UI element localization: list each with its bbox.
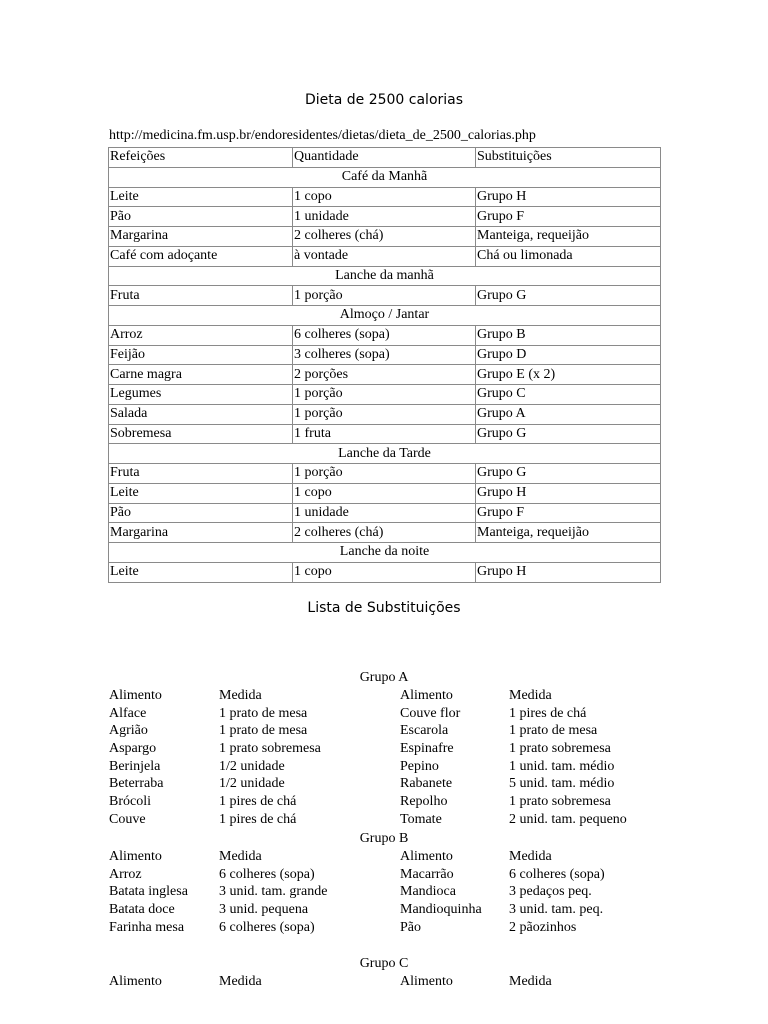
table-cell: 1 porção bbox=[293, 385, 476, 405]
group-title: Grupo C bbox=[359, 956, 409, 971]
section-title: Lanche da Tarde bbox=[109, 444, 661, 464]
group-cell: Batata inglesa bbox=[109, 884, 188, 900]
group-cell: Arroz bbox=[109, 866, 142, 882]
table-row bbox=[109, 286, 661, 306]
table-cell: 1 fruta bbox=[293, 424, 476, 444]
group-row bbox=[109, 848, 669, 866]
group-cell: Mandioquinha bbox=[400, 902, 482, 918]
table-cell: 1 copo bbox=[293, 187, 476, 207]
table-cell: à vontade bbox=[293, 246, 476, 266]
table-cell: Grupo D bbox=[476, 345, 661, 365]
group-cell: Couve bbox=[109, 811, 146, 827]
group-cell: 1 prato de mesa bbox=[219, 723, 308, 739]
table-cell: Chá ou limonada bbox=[476, 246, 661, 266]
group-cell: Alface bbox=[109, 705, 147, 721]
group-cell: Mandioca bbox=[400, 884, 456, 900]
group-cell: 6 colheres (sopa) bbox=[219, 919, 315, 935]
table-cell: 1 unidade bbox=[293, 503, 476, 523]
group-cell: Pepino bbox=[400, 758, 439, 774]
table-cell: 2 colheres (chá) bbox=[293, 523, 476, 543]
group-cell: Espinafre bbox=[400, 741, 454, 757]
table-cell: Grupo G bbox=[476, 286, 661, 306]
table-cell: Pão bbox=[109, 207, 293, 227]
group-cell: Medida bbox=[509, 974, 552, 989]
group-row bbox=[109, 687, 669, 705]
group-title: Grupo B bbox=[359, 831, 409, 846]
section-row bbox=[109, 306, 661, 326]
table-cell: 1 copo bbox=[293, 562, 476, 582]
table-row bbox=[109, 246, 661, 266]
group-a bbox=[109, 669, 669, 829]
group-cell: 1 unid. tam. médio bbox=[509, 758, 615, 774]
group-cell: Escarola bbox=[400, 723, 449, 739]
table-cell: Leite bbox=[109, 483, 293, 503]
table-cell: 1 copo bbox=[293, 483, 476, 503]
group-cell: 1/2 unidade bbox=[219, 758, 285, 774]
group-cell: Alimento bbox=[109, 974, 162, 989]
diet-table bbox=[108, 147, 661, 583]
table-cell: Sobremesa bbox=[109, 424, 293, 444]
group-cell: Alimento bbox=[400, 688, 453, 703]
table-cell: Grupo F bbox=[476, 503, 661, 523]
group-cell: 5 unid. tam. médio bbox=[509, 776, 615, 792]
group-cell: 3 unid. tam. grande bbox=[219, 884, 328, 900]
group-cell: Repolho bbox=[400, 794, 448, 810]
group-cell: 2 pãozinhos bbox=[509, 919, 577, 935]
table-row bbox=[109, 503, 661, 523]
table-cell: 2 colheres (chá) bbox=[293, 227, 476, 247]
group-cell: Pão bbox=[400, 919, 421, 935]
group-cell: Beterraba bbox=[109, 776, 164, 792]
table-cell: Manteiga, requeijão bbox=[476, 523, 661, 543]
group-cell: Rabanete bbox=[400, 776, 453, 792]
table-cell: Pão bbox=[109, 503, 293, 523]
table-row bbox=[109, 365, 661, 385]
group-cell: Tomate bbox=[400, 811, 442, 827]
table-cell: 1 porção bbox=[293, 286, 476, 306]
table-cell: Grupo C bbox=[476, 385, 661, 405]
group-cell: Batata doce bbox=[109, 902, 175, 918]
table-cell: Grupo A bbox=[476, 404, 661, 424]
column-header: Substituições bbox=[476, 148, 661, 168]
table-cell: Arroz bbox=[109, 325, 293, 345]
substitutions-title: Lista de Substituições bbox=[307, 600, 461, 616]
table-cell: 3 colheres (sopa) bbox=[293, 345, 476, 365]
table-cell: 1 unidade bbox=[293, 207, 476, 227]
table-row bbox=[109, 483, 661, 503]
group-cell: Brócoli bbox=[109, 794, 151, 810]
group-cell: 3 unid. pequena bbox=[219, 902, 309, 918]
section-row bbox=[109, 543, 661, 563]
table-cell: Fruta bbox=[109, 464, 293, 484]
table-cell: Grupo F bbox=[476, 207, 661, 227]
table-cell: Fruta bbox=[109, 286, 293, 306]
table-cell: Margarina bbox=[109, 227, 293, 247]
table-row bbox=[109, 385, 661, 405]
table-row bbox=[109, 464, 661, 484]
table-cell: Leite bbox=[109, 187, 293, 207]
table-cell: Grupo H bbox=[476, 483, 661, 503]
group-cell: Medida bbox=[509, 688, 552, 703]
table-row bbox=[109, 325, 661, 345]
group-cell: 1 prato de mesa bbox=[509, 723, 598, 739]
group-cell: Alimento bbox=[109, 849, 162, 864]
section-title: Lanche da noite bbox=[109, 543, 661, 563]
table-row bbox=[109, 345, 661, 365]
table-cell: Margarina bbox=[109, 523, 293, 543]
group-row bbox=[109, 722, 669, 740]
table-cell: Carne magra bbox=[109, 365, 293, 385]
group-row bbox=[109, 883, 669, 901]
table-row bbox=[109, 424, 661, 444]
group-cell: Farinha mesa bbox=[109, 919, 185, 935]
group-cell: 6 colheres (sopa) bbox=[509, 866, 605, 882]
section-title: Almoço / Jantar bbox=[109, 306, 661, 326]
group-cell: Couve flor bbox=[400, 705, 461, 721]
group-cell: 6 colheres (sopa) bbox=[219, 866, 315, 882]
table-cell: Grupo G bbox=[476, 424, 661, 444]
section-row bbox=[109, 266, 661, 286]
group-cell: 1 prato sobremesa bbox=[509, 794, 611, 810]
group-row bbox=[109, 740, 669, 758]
table-cell: 2 porções bbox=[293, 365, 476, 385]
group-row bbox=[109, 705, 669, 723]
group-cell: Medida bbox=[219, 974, 262, 989]
group-c bbox=[109, 955, 669, 991]
group-row bbox=[109, 758, 669, 776]
table-cell: 1 porção bbox=[293, 464, 476, 484]
group-cell: Agrião bbox=[109, 723, 148, 739]
group-cell: 1 prato de mesa bbox=[219, 705, 308, 721]
table-cell: Grupo H bbox=[476, 562, 661, 582]
group-row bbox=[109, 811, 669, 829]
table-row bbox=[109, 207, 661, 227]
table-cell: Café com adoçante bbox=[109, 246, 293, 266]
group-cell: Alimento bbox=[400, 849, 453, 864]
table-row bbox=[109, 404, 661, 424]
group-row bbox=[109, 973, 669, 991]
group-cell: 1 prato sobremesa bbox=[219, 741, 321, 757]
section-title: Café da Manhã bbox=[109, 167, 661, 187]
table-row bbox=[109, 227, 661, 247]
table-header-row bbox=[109, 148, 661, 168]
group-title: Grupo A bbox=[359, 670, 409, 685]
page-title: Dieta de 2500 calorias bbox=[304, 92, 464, 108]
table-cell: Grupo B bbox=[476, 325, 661, 345]
group-cell: 3 unid. tam. peq. bbox=[509, 902, 604, 918]
section-row bbox=[109, 444, 661, 464]
table-cell: Feijão bbox=[109, 345, 293, 365]
group-cell: 3 pedaços peq. bbox=[509, 884, 592, 900]
section-row bbox=[109, 167, 661, 187]
group-row bbox=[109, 775, 669, 793]
source-url: http://medicina.fm.usp.br/endoresidentes/dietas/dieta_de_2500_calorias.php bbox=[109, 128, 536, 143]
group-cell: Berinjela bbox=[109, 758, 161, 774]
group-cell: Medida bbox=[219, 688, 262, 703]
group-cell: Medida bbox=[219, 849, 262, 864]
group-cell: 1 prato sobremesa bbox=[509, 741, 611, 757]
table-cell: Grupo H bbox=[476, 187, 661, 207]
group-cell: Alimento bbox=[109, 688, 162, 703]
column-header: Quantidade bbox=[293, 148, 476, 168]
group-row bbox=[109, 866, 669, 884]
table-cell: Salada bbox=[109, 404, 293, 424]
table-row bbox=[109, 562, 661, 582]
group-cell: 1/2 unidade bbox=[219, 776, 285, 792]
column-header: Refeições bbox=[109, 148, 293, 168]
group-cell: Medida bbox=[509, 849, 552, 864]
group-cell: 1 pires de chá bbox=[219, 794, 297, 810]
group-cell: 1 pires de chá bbox=[219, 811, 297, 827]
group-row bbox=[109, 793, 669, 811]
group-cell: Alimento bbox=[400, 974, 453, 989]
table-cell: Legumes bbox=[109, 385, 293, 405]
group-cell: Macarrão bbox=[400, 866, 454, 882]
group-b bbox=[109, 830, 669, 936]
table-cell: 1 porção bbox=[293, 404, 476, 424]
group-cell: Aspargo bbox=[109, 741, 157, 757]
group-row bbox=[109, 919, 669, 937]
section-title: Lanche da manhã bbox=[109, 266, 661, 286]
group-cell: 1 pires de chá bbox=[509, 705, 587, 721]
table-row bbox=[109, 187, 661, 207]
table-cell: 6 colheres (sopa) bbox=[293, 325, 476, 345]
table-cell: Leite bbox=[109, 562, 293, 582]
table-row bbox=[109, 523, 661, 543]
table-cell: Grupo G bbox=[476, 464, 661, 484]
table-cell: Manteiga, requeijão bbox=[476, 227, 661, 247]
group-row bbox=[109, 901, 669, 919]
group-cell: 2 unid. tam. pequeno bbox=[509, 811, 627, 827]
table-cell: Grupo E (x 2) bbox=[476, 365, 661, 385]
